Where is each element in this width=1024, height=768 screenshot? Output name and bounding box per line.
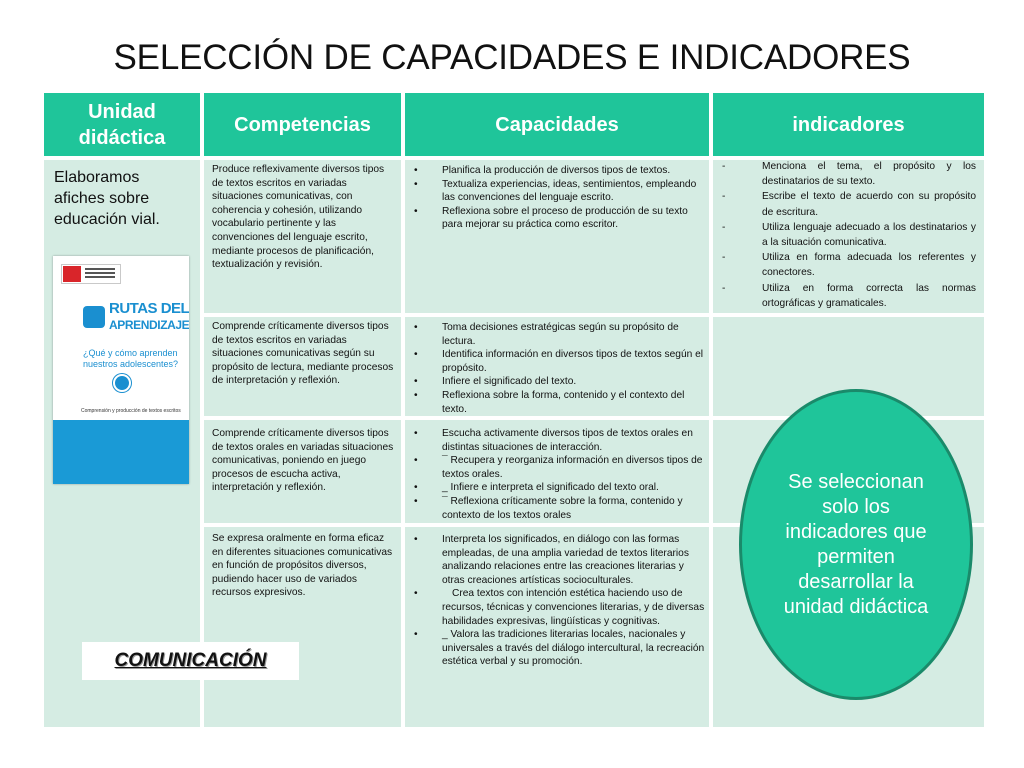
- volume-number-icon: [113, 374, 131, 392]
- indicador-item: [718, 281, 976, 311]
- rutas-logo: [83, 300, 189, 344]
- capacidad-text: Textualiza experiencias, ideas, sentimientos, empleando las convenciones del lenguaje escrito.: [442, 178, 697, 204]
- bullet-icon: •: [414, 322, 418, 333]
- bullet-icon: •: [414, 482, 418, 494]
- comunicacion-text: COMUNICACIÓN: [114, 650, 267, 671]
- capacidades-list-2: [408, 321, 706, 416]
- capacidad-text: _ Infiere e interpreta el significado del texto oral.: [442, 482, 659, 494]
- capacidad-item: [408, 389, 706, 416]
- capacidad-text: Planifica la producción de diversos tipos de textos.: [442, 165, 671, 176]
- capacidad-text: Interpreta los significados, en diálogo con las formas empleadas, de una amplia variedad de textos literarios analizando relaciones entre las creaciones literarias y otras creaciones artísticas socioculturales.: [442, 534, 689, 586]
- capacidad-item: [408, 178, 706, 205]
- capacidad-item: [408, 321, 706, 348]
- ministry-text-lines: [85, 268, 115, 270]
- bullet-icon: •: [414, 349, 418, 361]
- header-competencias: Competencias: [204, 93, 401, 156]
- unit-text: Elaboramos afiches sobre educación vial.: [54, 169, 160, 228]
- header-unidad-line1: Unidad: [88, 100, 156, 123]
- book-blue-band: [53, 420, 189, 484]
- capacidad-item: [408, 628, 706, 669]
- capacidad-text: _ Valora las tradiciones literarias locales, nacionales y universales a través del diálogo intercultural, la recreación estética verbal y su promoción.: [442, 629, 705, 668]
- capacidad-item: [408, 587, 706, 628]
- header-unidad: [44, 93, 200, 156]
- indicador-item: [718, 159, 976, 189]
- bullet-icon: •: [414, 629, 418, 641]
- dash-icon: -: [722, 282, 726, 294]
- indicador-text: Menciona el tema, el propósito y los destinatarios de su texto.: [762, 161, 976, 188]
- slide-title: SELECCIÓN DE CAPACIDADES E INDICADORES: [113, 38, 911, 77]
- capacidades-list-4: [408, 533, 706, 669]
- indicadores-list-1: [718, 159, 976, 311]
- competencia-text-1: Produce reflexivamente diversos tipos de textos escritos en variadas situaciones comunicativas, con coherencia y cohesión, utilizando vocabulario pertinente y las convenciones del lenguaje escrito, mediante procesos de planificación, textualización y revisión.: [212, 164, 385, 271]
- capacidad-text: ¯ Recupera y reorganiza información en diversos tipos de textos orales.: [442, 455, 703, 480]
- header-capacidades: Capacidades: [405, 93, 709, 156]
- capacidad-text: Crea textos con intención estética haciendo uso de recursos, técnicas y convenciones literarias, y de diversas habilidades expresivas, lingüísticas y cognitivas.: [442, 588, 705, 627]
- indicador-text: Utiliza en forma adecuada los referentes y conectores.: [762, 252, 976, 279]
- book-subtitle: Comprensión y producción de textos escritos: [81, 408, 181, 414]
- bullet-icon: •: [414, 588, 418, 600]
- dash-icon: -: [722, 191, 726, 203]
- indicador-item: [718, 189, 976, 219]
- capacidad-text: Escucha activamente diversos tipos de textos orales en distintas situaciones de interacción.: [442, 428, 693, 453]
- capacidad-item: [408, 375, 706, 389]
- capacidad-text: Toma decisiones estratégicas según su propósito de lectura.: [442, 322, 679, 347]
- book-question: ¿Qué y cómo aprenden nuestros adolescentes?: [83, 348, 179, 369]
- dash-icon: -: [722, 252, 726, 264]
- indicador-text: Utiliza en forma correcta las normas ortográficas y gramaticales.: [762, 282, 976, 309]
- bullet-icon: •: [414, 495, 418, 507]
- capacidad-text: Reflexiona sobre el proceso de producción de su texto para mejorar su práctica como escritor.: [442, 205, 688, 231]
- capacidad-text: Identifica información en diversos tipos de textos según el propósito.: [442, 349, 704, 374]
- bullet-icon: •: [414, 165, 418, 176]
- capacidad-text: Reflexiona sobre la forma, contenido y el contexto del texto.: [442, 389, 685, 415]
- capacidad-text: Infiere el significado del texto.: [442, 376, 577, 388]
- indicador-item: [718, 250, 976, 280]
- capacidades-list-1: [408, 164, 706, 232]
- indicador-text: Utiliza lenguaje adecuado a los destinatarios y a la situación comunicativa.: [762, 221, 976, 249]
- capacidad-item: [408, 164, 706, 178]
- competencia-text-2: Comprende críticamente diversos tipos de textos escritos en variadas situaciones comunicativas según su propósito de lectura, mediante procesos de interpretación y reflexión.: [212, 321, 394, 387]
- bullet-icon: •: [414, 178, 418, 190]
- capacidad-item: [408, 533, 706, 587]
- comunicacion-label: [82, 642, 299, 680]
- capacidad-item: [408, 495, 706, 522]
- bullet-icon: •: [414, 428, 418, 439]
- indicador-text: Escribe el texto de acuerdo con su propósito de escritura.: [762, 191, 976, 218]
- bullet-icon: •: [414, 389, 418, 401]
- capacidad-item: [408, 348, 706, 375]
- book-title-line1: RUTAS DEL: [109, 300, 189, 317]
- walking-figure-icon: [83, 306, 105, 328]
- book-title-line2: APRENDIZAJE: [109, 318, 189, 332]
- header-indicadores: indicadores: [713, 93, 984, 156]
- bullet-icon: •: [414, 376, 418, 388]
- bullet-icon: •: [414, 534, 418, 545]
- capacidad-item: [408, 427, 706, 454]
- bullet-icon: •: [414, 205, 418, 217]
- capacidad-text: ¯ Reflexiona críticamente sobre la forma, contenido y contexto de los textos orales: [442, 495, 683, 521]
- bullet-icon: •: [414, 455, 418, 467]
- competencia-text-3: Comprende críticamente diversos tipos de textos orales en variadas situaciones comunicativas, poniendo en juego procesos de escucha activa, interpretación y reflexión.: [212, 428, 394, 494]
- callout-text: Se seleccionan solo los indicadores que permiten desarrollar la unidad didáctica: [783, 470, 929, 618]
- dash-icon: -: [722, 221, 726, 233]
- callout-oval: [739, 389, 973, 700]
- capacidades-list-3: [408, 427, 706, 522]
- rutas-del-aprendizaje-book-cover: [53, 256, 189, 484]
- peru-flag-icon: [63, 266, 81, 282]
- capacidad-item: [408, 205, 706, 232]
- capacidad-item: [408, 481, 706, 495]
- dash-icon: -: [722, 161, 726, 172]
- header-unidad-line2: didáctica: [78, 126, 166, 149]
- indicador-item: [718, 220, 976, 250]
- competencia-text-4: Se expresa oralmente en forma eficaz en diferentes situaciones comunicativas en función de propósitos diversos, pudiendo hacer uso de variados recursos expresivos.: [212, 533, 393, 599]
- capacidad-item: [408, 454, 706, 481]
